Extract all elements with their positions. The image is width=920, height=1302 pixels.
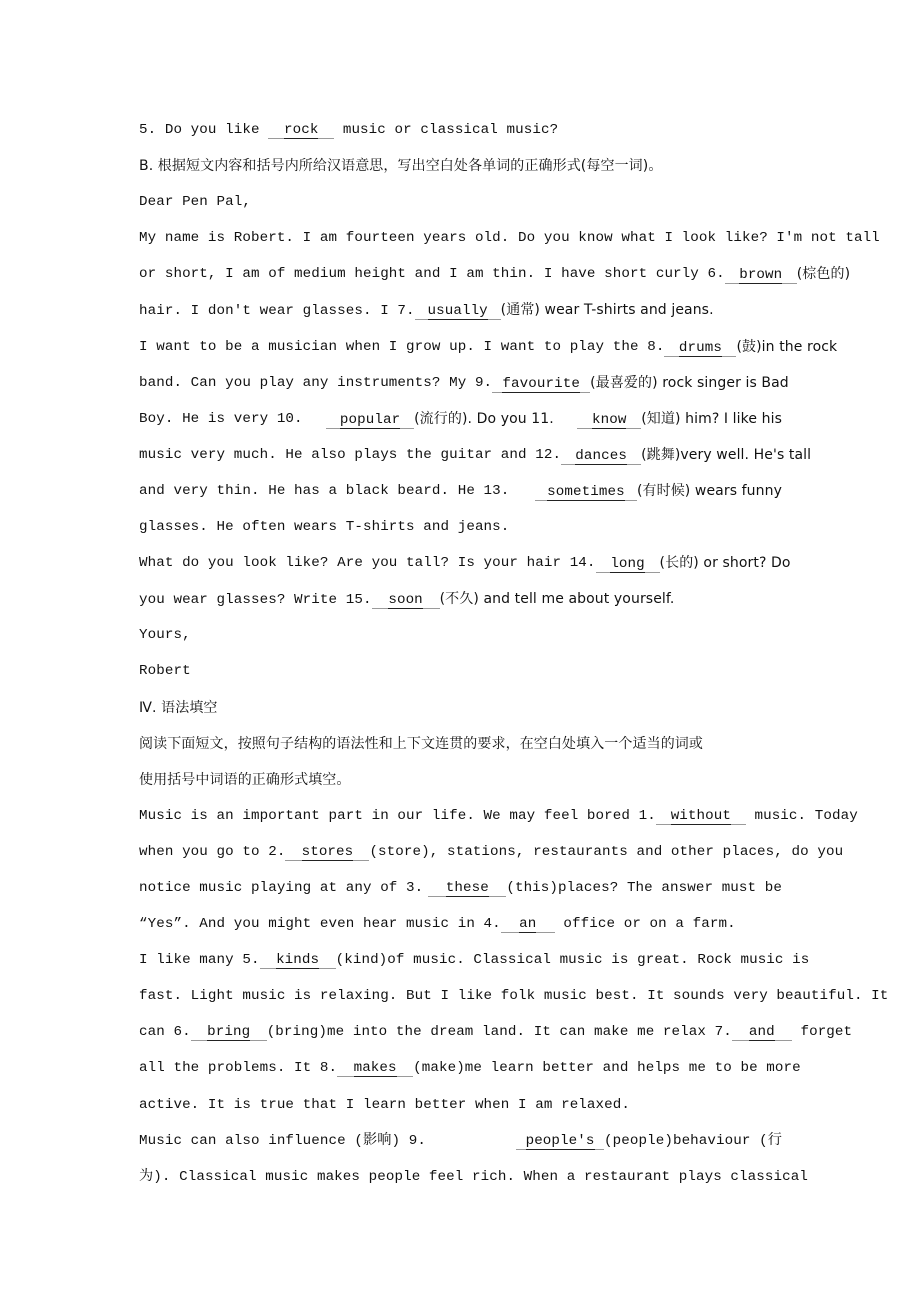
answer-text: long xyxy=(610,556,645,573)
passage-line xyxy=(139,1128,782,1164)
passage-text: (store), stations, restaurants and other places, do you xyxy=(369,843,844,860)
answer-blank-14 xyxy=(596,556,660,573)
letter-closing: Yours, xyxy=(139,627,191,644)
section-iv-instruction: 使用括号中词语的正确形式填空。 xyxy=(139,771,351,788)
answer-blank-13 xyxy=(535,484,637,501)
grammar-blank-1 xyxy=(656,808,746,825)
grammar-blank-2 xyxy=(285,844,369,861)
passage-line xyxy=(139,947,810,983)
letter-text: Boy. He is very 10. xyxy=(139,410,303,427)
hint-text: (通常) wear T-shirts and jeans. xyxy=(500,302,714,319)
letter-line xyxy=(139,550,791,586)
letter-text: you wear glasses? Write 15. xyxy=(139,592,372,609)
answer-text: makes xyxy=(353,1060,397,1077)
passage-text: (kind)of music. Classical music is great. Rock music is xyxy=(335,952,810,969)
letter-line xyxy=(139,586,782,622)
answer-blank-9 xyxy=(492,376,590,393)
answer-text: popular xyxy=(339,411,401,428)
grammar-blank-8 xyxy=(337,1060,413,1077)
passage-text: Music can also influence (影响) 9. xyxy=(139,1132,426,1149)
passage-line xyxy=(139,1092,782,1128)
grammar-blank-6 xyxy=(191,1024,267,1041)
passage-text: can 6. xyxy=(139,1024,191,1041)
answer-blank-15 xyxy=(372,592,440,609)
answer-blank xyxy=(268,122,334,139)
passage-text: (this)places? The answer must be xyxy=(506,879,782,896)
answer-text: and xyxy=(748,1024,775,1041)
answer-text: sometimes xyxy=(547,483,625,500)
answer-text: rock xyxy=(283,122,319,138)
answer-text: favourite xyxy=(502,375,580,392)
question-a5 xyxy=(139,117,782,153)
answer-blank-6 xyxy=(725,267,797,284)
passage-text: office or on a farm. xyxy=(563,916,736,933)
passage-text: forget xyxy=(800,1024,853,1041)
passage-text: (people)behaviour (行 xyxy=(604,1132,782,1149)
answer-text: know xyxy=(592,411,627,428)
hint-text: (知道) him? I like his xyxy=(641,410,782,427)
letter-text: music very much. He also plays the guitar and 12. xyxy=(139,446,562,463)
letter-line xyxy=(139,406,782,442)
question-text: 5. Do you like xyxy=(139,122,269,138)
letter-text: What do you look like? Are you tall? Is your hair 14. xyxy=(139,555,596,572)
letter-text: My name is Robert. I am fourteen years old. Do you know what I look like? I'm not tall xyxy=(139,230,880,247)
grammar-blank-5 xyxy=(260,952,336,969)
passage-line xyxy=(139,839,844,875)
passage-line xyxy=(139,1019,853,1055)
letter-line xyxy=(139,297,782,333)
hint-text: (长的) or short? Do xyxy=(659,555,791,572)
section-b-instruction: B. 根据短文内容和括号内所给汉语意思，写出空白处各单词的正确形式(每空一词)。 xyxy=(139,158,663,175)
passage-text: “Yes”. And you might even hear music in 4. xyxy=(139,916,501,933)
letter-line xyxy=(139,442,812,478)
passage-text: when you go to 2. xyxy=(139,843,286,860)
passage-text: active. It is true that I learn better when I am relaxed. xyxy=(139,1096,630,1113)
passage-line xyxy=(139,1055,801,1091)
answer-text: soon xyxy=(388,592,423,609)
passage-text: (bring)me into the dream land. It can make me relax 7. xyxy=(266,1024,732,1041)
answer-text: drums xyxy=(678,339,722,356)
letter-text: or short, I am of medium height and I am thin. I have short curly 6. xyxy=(139,266,725,283)
hint-text: (不久) and tell me about yourself. xyxy=(439,591,675,608)
hint-text: (有时候) wears funny xyxy=(636,482,782,499)
answer-text: without xyxy=(670,807,731,824)
grammar-blank-4 xyxy=(501,916,555,933)
passage-line xyxy=(139,875,782,911)
section-iv-instruction: 阅读下面短文，按照句子结构的语法性和上下文连贯的要求，在空白处填入一个适当的词或 xyxy=(139,735,703,752)
passage-text: all the problems. It 8. xyxy=(139,1060,338,1077)
passage-text: music. Today xyxy=(754,807,858,824)
letter-line xyxy=(139,261,851,297)
answer-text: kinds xyxy=(276,952,320,969)
passage-text: (make)me learn better and helps me to be more xyxy=(413,1060,801,1077)
passage-line xyxy=(139,911,782,947)
passage-line xyxy=(139,983,889,1019)
answer-text: stores xyxy=(301,843,354,860)
letter-line xyxy=(139,514,782,550)
section-iv-heading: Ⅳ. 语法填空 xyxy=(139,699,218,716)
answer-text: people's xyxy=(525,1132,595,1149)
letter-line xyxy=(139,225,880,261)
grammar-blank-3 xyxy=(428,880,506,897)
letter-text: I want to be a musician when I grow up. I want to play the 8. xyxy=(139,338,665,355)
answer-text: bring xyxy=(207,1024,251,1041)
hint-text: (最喜爱的) rock singer is Bad xyxy=(590,374,789,391)
grammar-blank-7 xyxy=(732,1024,792,1041)
answer-text: brown xyxy=(739,267,783,284)
answer-text: an xyxy=(519,916,537,933)
worksheet-page xyxy=(139,117,889,1200)
answer-blank-12 xyxy=(561,448,641,465)
grammar-blank-9 xyxy=(516,1133,604,1150)
letter-line xyxy=(139,334,838,370)
letter-text: glasses. He often wears T-shirts and jeans. xyxy=(139,519,510,536)
answer-text: dances xyxy=(575,447,627,464)
hint-text: (跳舞)very well. He's tall xyxy=(641,446,812,463)
question-text: music or classical music? xyxy=(334,122,559,138)
passage-text: I like many 5. xyxy=(139,952,260,969)
passage-line xyxy=(139,1164,808,1200)
passage-line xyxy=(139,803,858,839)
answer-blank-8 xyxy=(664,340,736,357)
answer-blank-7 xyxy=(415,303,501,320)
passage-text: 为). Classical music makes people feel rich. When a restaurant plays classical xyxy=(139,1168,808,1185)
passage-text: fast. Light music is relaxing. But I like folk music best. It sounds very beautiful. It xyxy=(139,988,889,1005)
passage-text: Music is an important part in our life. We may feel bored 1. xyxy=(139,807,656,824)
answer-blank-10 xyxy=(326,412,414,429)
answer-text: usually xyxy=(427,303,488,320)
letter-text: band. Can you play any instruments? My 9. xyxy=(139,374,493,391)
letter-text: hair. I don't wear glasses. I 7. xyxy=(139,303,415,320)
letter-signature: Robert xyxy=(139,663,191,680)
letter-line xyxy=(139,478,782,514)
answer-blank-11 xyxy=(577,412,641,429)
hint-text: (鼓)in the rock xyxy=(736,338,838,355)
hint-text: (棕色的) xyxy=(796,266,851,283)
hint-text: (流行的). Do you 11. xyxy=(414,410,554,427)
letter-greeting: Dear Pen Pal, xyxy=(139,194,251,211)
letter-text: and very thin. He has a black beard. He 13. xyxy=(139,482,510,499)
letter-line xyxy=(139,370,789,406)
answer-text: these xyxy=(445,879,489,896)
passage-text: notice music playing at any of 3. xyxy=(139,879,424,896)
